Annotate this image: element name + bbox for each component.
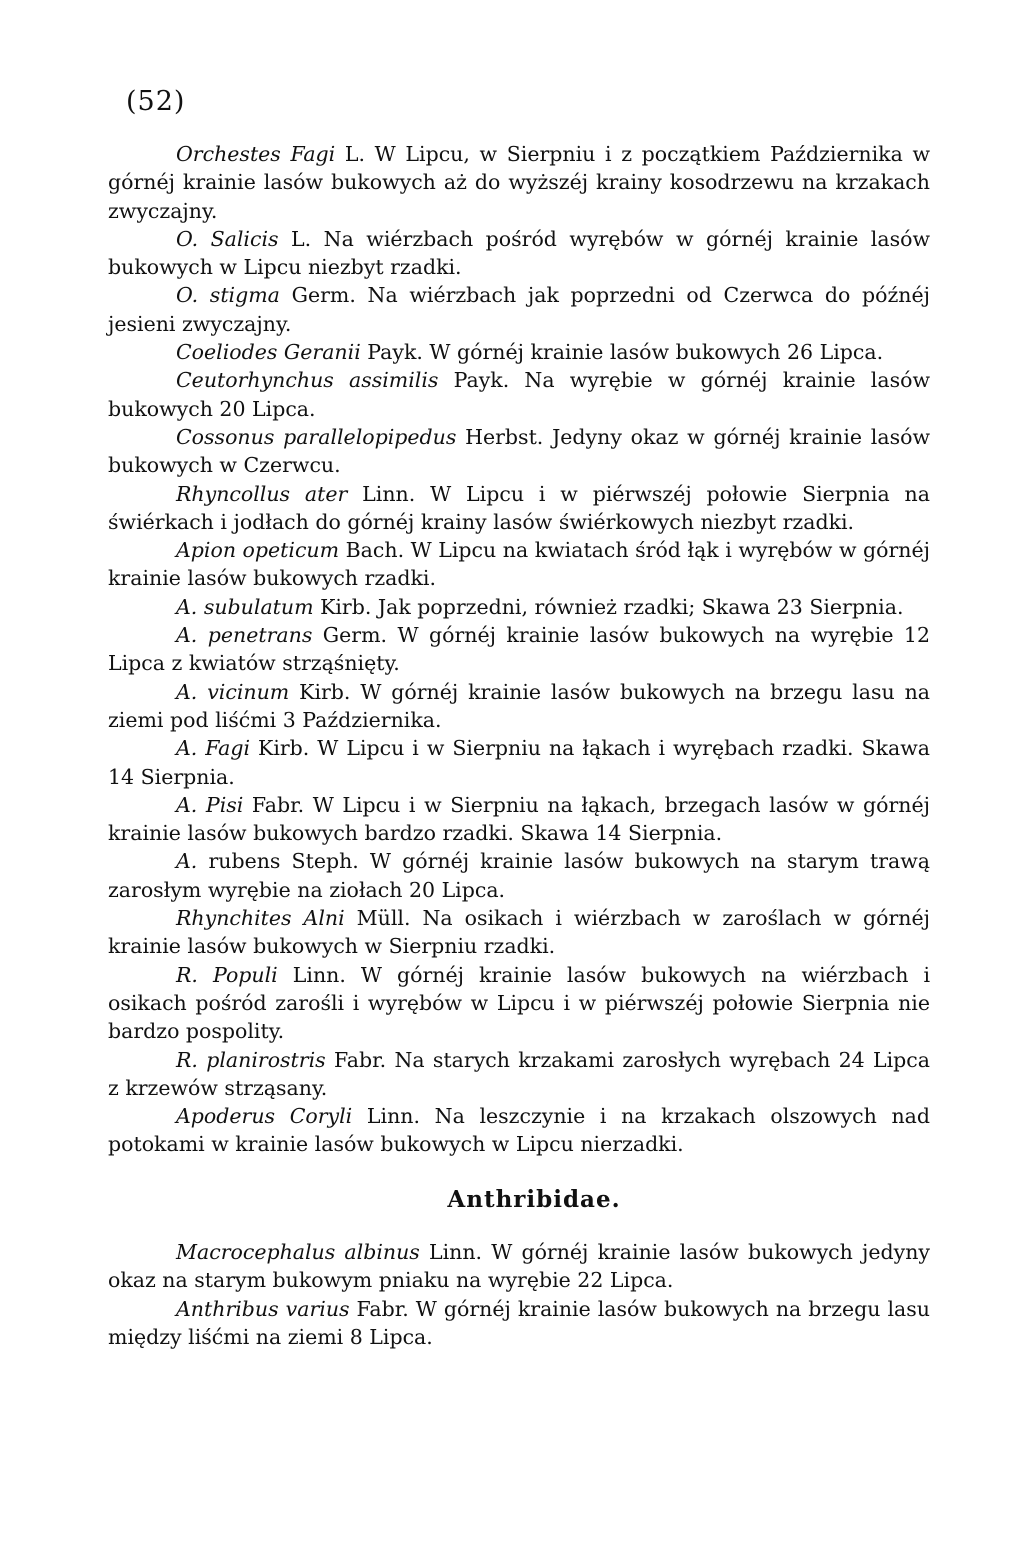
entry-text: Payk. Na wyrębie w górnéj krainie lasów bukowych 20 Lipca.: [108, 368, 930, 421]
entry-text: Linn. W górnéj krainie lasów bukowych na wiérzbach i osikach pośród zarośli i wyrębów w Lipcu i w piérwszéj połowie Sierpnia nie bardzo pospolity.: [108, 962, 930, 1044]
species-entry: [108, 791, 930, 848]
entry-text: Herbst. Jedyny okaz w górnéj krainie lasów bukowych w Czerwcu.: [108, 424, 930, 478]
species-name: Apoderus Coryli: [176, 1104, 353, 1129]
entries-part2: [108, 1238, 930, 1351]
species-entry: [108, 1295, 930, 1352]
species-name: Cossonus parallelopipedus: [176, 424, 457, 449]
entry-text: rubens Steph. W górnéj krainie lasów bukowych na starym trawą zarosłym wyrębie na ziołach 20 Lipca.: [108, 849, 930, 902]
section-heading: Anthribidae.: [447, 1185, 621, 1213]
entry-text: Linn. W Lipcu i w piérwszéj połowie Sierpnia na świérkach i jodłach do górnéj krainy lasów świérkowych niezbyt rzadki.: [108, 481, 930, 534]
species-entry: [108, 225, 930, 282]
species-name: A. Pisi: [176, 792, 244, 817]
entry-text: Germ. W górnéj krainie lasów bukowych na wyrębie 12 Lipca z kwiatów strząśnięty.: [108, 623, 930, 676]
species-name: Coeliodes Geranii: [176, 340, 361, 365]
entry-text: Fabr. Na starych krzakami zarosłych wyrębach 24 Lipca z krzewów strząsany.: [108, 1047, 930, 1100]
species-entry: [108, 904, 930, 961]
entry-text: Linn. W górnéj krainie lasów bukowych jedyny okaz na starym bukowym pniaku na wyrębie 22 Lipca.: [108, 1239, 930, 1293]
species-name: A. subulatum: [176, 594, 314, 619]
species-entry: [108, 678, 930, 735]
species-name: O. Salicis: [176, 226, 279, 251]
species-entry: [108, 734, 930, 791]
species-entry: [108, 961, 930, 1046]
species-name: R. Populi: [176, 962, 278, 987]
species-entry: [108, 140, 930, 225]
species-name: A. vicinum: [176, 679, 290, 704]
species-name: A. penetrans: [176, 623, 313, 648]
species-name: Macrocephalus albinus: [176, 1239, 420, 1264]
entry-text: Fabr. W Lipcu i w Sierpniu na łąkach, brzegach lasów w górnéj krainie lasów bukowych bardzo rzadki. Skawa 14 Sierpnia.: [108, 792, 930, 846]
entries-part1: [108, 140, 930, 1159]
species-name: A. Fagi: [176, 736, 251, 761]
entry-text: Payk. W górnéj krainie lasów bukowych 26 Lipca.: [360, 340, 884, 365]
species-entry: [108, 480, 930, 537]
entry-text: Kirb. W Lipcu i w Sierpniu na łąkach i wyrębach rzadki. Skawa 14 Sierpnia.: [108, 736, 930, 789]
species-name: Anthribus varius: [176, 1296, 350, 1321]
species-name: Apion opeticum: [176, 538, 340, 563]
species-name: R. planirostris: [176, 1047, 326, 1072]
page-number: (52): [126, 86, 186, 117]
species-name: Rhynchites Alni: [176, 906, 345, 931]
species-entry: [108, 621, 930, 678]
entry-text: L. W Lipcu, w Sierpniu i z początkiem Października w górnéj krainie lasów bukowych aż do wyższéj krainy kosodrzewu na krzakach zwyczajny.: [108, 142, 931, 223]
species-name: Orchestes Fagi: [176, 142, 336, 166]
species-name: A.: [176, 849, 198, 874]
species-entry: [108, 1238, 930, 1295]
entry-text: L. Na wiérzbach pośród wyrębów w górnéj krainie lasów bukowych w Lipcu niezbyt rzadki.: [108, 226, 930, 280]
species-name: O. stigma: [176, 283, 280, 308]
species-entry: [108, 536, 930, 593]
species-entry: [108, 1102, 930, 1159]
species-name: Rhyncollus ater: [176, 481, 348, 506]
species-entry: [108, 847, 930, 904]
entry-text: Kirb. W górnéj krainie lasów bukowych na brzegu lasu na ziemi pod liśćmi 3 Października.: [108, 679, 930, 732]
species-entry: [108, 593, 930, 621]
species-name: Ceutorhynchus assimilis: [176, 368, 439, 393]
species-entry: [108, 423, 930, 480]
entry-text: Kirb. Jak poprzedni, również rzadki; Skawa 23 Sierpnia.: [313, 594, 904, 619]
species-entry: [108, 366, 930, 423]
entry-text: Müll. Na osikach i wiérzbach w zaroślach w górnéj krainie lasów bukowych w Sierpniu rzadki.: [108, 906, 930, 959]
entry-text: Bach. W Lipcu na kwiatach śród łąk i wyrębów w górnéj krainie lasów bukowych rzadki.: [108, 538, 930, 591]
species-entry: [108, 281, 930, 338]
entry-text: Linn. Na leszczynie i na krzakach olszowych nad potokami w krainie lasów bukowych w Lipcu nierzadki.: [108, 1104, 930, 1157]
entry-text: Fabr. W górnéj krainie lasów bukowych na brzegu lasu między liśćmi na ziemi 8 Lipca.: [108, 1296, 930, 1349]
species-entry: [108, 1046, 930, 1103]
species-entry: [108, 338, 930, 366]
entry-text: Germ. Na wiérzbach jak poprzedni od Czerwca do późnéj jesieni zwyczajny.: [108, 283, 930, 336]
body-text: [108, 140, 930, 1351]
